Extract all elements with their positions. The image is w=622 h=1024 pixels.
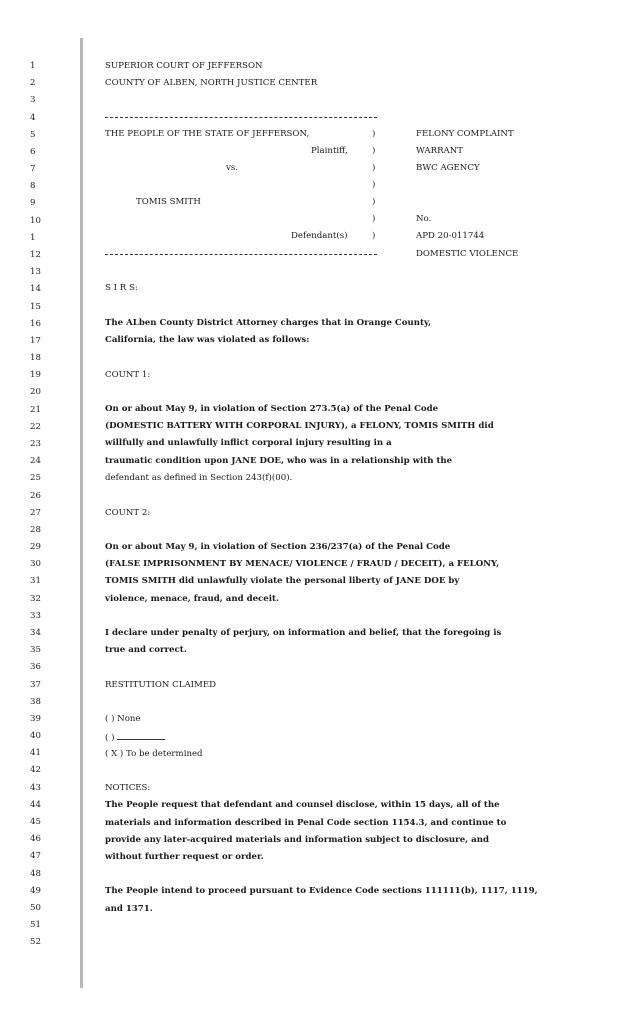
line-number: 51 <box>30 920 41 930</box>
line-number: 42 <box>30 765 41 776</box>
case-type: DOMESTIC VIOLENCE <box>416 249 519 259</box>
line-number: 1 <box>30 61 36 71</box>
restitution-option-blank: ( ) <box>105 732 165 743</box>
evidence-line-1: The People intend to proceed pursuant to Evidence Code sections 111111(b), 1117, 1119, <box>105 886 538 896</box>
line-number: 50 <box>30 902 41 913</box>
line-number: 24 <box>30 456 41 467</box>
line-number: 49 <box>30 885 41 896</box>
caption-paren: ) <box>372 231 376 241</box>
court-location: COUNTY OF ALBEN, NORTH JUSTICE CENTER <box>105 78 318 88</box>
line-number: 20 <box>30 387 41 398</box>
caption-paren: ) <box>372 129 376 139</box>
line-number: 39 <box>30 713 41 724</box>
defendant-label: Defendant(s) <box>291 231 348 241</box>
count-1-line-3: willfully and unlawfully inflict corporal injury resulting in a <box>105 438 392 448</box>
line-number: 33 <box>30 610 41 621</box>
evidence-line-2: and 1371. <box>105 904 153 914</box>
line-number: 6 <box>30 146 36 157</box>
caption-bottom-rule <box>105 254 377 255</box>
left-margin-rule <box>80 38 83 988</box>
line-number: 12 <box>30 250 41 260</box>
count-2-line-3: TOMIS SMITH did unlawfully violate the personal liberty of JANE DOE by <box>105 576 460 586</box>
caption-paren: ) <box>372 146 376 156</box>
amount-blank-line <box>117 732 165 740</box>
line-number: 4 <box>30 112 36 123</box>
caption-paren: ) <box>372 163 376 173</box>
notices-line-4: without further request or order. <box>105 852 264 862</box>
line-number: 25 <box>30 473 41 484</box>
line-number: 3 <box>30 95 36 106</box>
line-number: 22 <box>30 421 41 432</box>
count-1-heading: COUNT 1: <box>105 370 151 380</box>
line-number: 52 <box>30 937 41 948</box>
line-number: 17 <box>30 335 41 346</box>
line-number: 10 <box>30 215 41 226</box>
line-number: 47 <box>30 851 41 862</box>
declaration-line-1: I declare under penalty of perjury, on information and belief, that the foregoing is <box>105 628 502 638</box>
versus-label: vs. <box>226 163 238 173</box>
count-2-line-4: violence, menace, fraud, and deceit. <box>105 594 279 604</box>
line-number: 15 <box>30 301 41 312</box>
line-number: 1 <box>30 232 36 243</box>
line-number: 34 <box>30 627 41 638</box>
salutation: S I R S: <box>105 283 138 293</box>
line-number: 13 <box>30 267 41 278</box>
line-number: 37 <box>30 679 41 690</box>
count-2-line-1: On or about May 9, in violation of Section 236/237(a) of the Penal Code <box>105 542 451 552</box>
intro-line-2: California, the law was violated as follows: <box>105 335 310 345</box>
notices-line-1: The People request that defendant and counsel disclose, within 15 days, all of the <box>105 800 500 810</box>
line-number: 27 <box>30 507 41 518</box>
declaration-line-2: true and correct. <box>105 645 187 655</box>
restitution-option-none: ( ) None <box>105 714 141 724</box>
line-number: 41 <box>30 748 41 759</box>
court-name: SUPERIOR COURT OF JEFFERSON <box>105 61 263 71</box>
notices-heading: NOTICES: <box>105 783 151 793</box>
line-number: 45 <box>30 816 41 827</box>
line-number: 21 <box>30 404 41 415</box>
line-number: 31 <box>30 576 41 587</box>
line-number: 29 <box>30 542 41 552</box>
line-number: 48 <box>30 868 41 879</box>
notices-line-2: materials and information described in Penal Code section 1154.3, and continue to <box>105 818 507 828</box>
case-number-label: No. <box>416 214 432 224</box>
notices-line-3: provide any later-acquired materials and information subject to disclosure, and <box>105 835 489 845</box>
count-1-line-4: traumatic condition upon JANE DOE, who was in a relationship with the <box>105 456 453 466</box>
line-number: 35 <box>30 645 41 656</box>
line-number: 8 <box>30 181 36 192</box>
line-number: 38 <box>30 696 41 707</box>
line-number: 43 <box>30 782 41 793</box>
line-number: 2 <box>30 78 36 89</box>
line-number: 14 <box>30 284 41 295</box>
defendant-name: TOMIS SMITH <box>136 197 201 207</box>
restitution-option-tbd: ( X ) To be determined <box>105 749 203 759</box>
count-2-line-2: (FALSE IMPRISONMENT BY MENACE/ VIOLENCE / FRAUD / DECEIT), a FELONY, <box>105 559 500 569</box>
agency-label: BWC AGENCY <box>416 163 480 173</box>
line-number: 5 <box>30 129 36 140</box>
line-number: 36 <box>30 662 41 673</box>
count-1-line-2: (DOMESTIC BATTERY WITH CORPORAL INJURY), a FELONY, TOMIS SMITH did <box>105 421 494 431</box>
intro-line-1: The ALben County District Attorney charges that in Orange County, <box>105 318 432 328</box>
line-number: 26 <box>30 490 41 501</box>
line-number: 18 <box>30 353 41 364</box>
complaint-type: FELONY COMPLAINT <box>416 129 514 139</box>
warrant-label: WARRANT <box>416 146 464 156</box>
line-number: 19 <box>30 370 41 381</box>
line-number: 9 <box>30 198 36 209</box>
count-2-heading: COUNT 2: <box>105 508 151 518</box>
case-number: APD 20-011744 <box>416 231 485 241</box>
people-party: THE PEOPLE OF THE STATE OF JEFFERSON, <box>105 129 310 139</box>
caption-paren: ) <box>372 180 376 190</box>
line-number: 40 <box>30 731 41 741</box>
line-number: 23 <box>30 439 41 449</box>
caption-paren: ) <box>372 214 376 224</box>
line-number: 7 <box>30 164 36 175</box>
plaintiff-label: Plaintiff, <box>311 146 348 156</box>
caption-paren: ) <box>372 197 376 207</box>
count-1-line-1: On or about May 9, in violation of Section 273.5(a) of the Penal Code <box>105 404 439 414</box>
line-number: 32 <box>30 593 41 604</box>
restitution-heading: RESTITUTION CLAIMED <box>105 680 217 690</box>
line-number: 46 <box>30 834 41 845</box>
count-1-line-5: defendant as defined in Section 243(f)(00). <box>105 473 293 483</box>
line-number: 44 <box>30 799 41 810</box>
line-number: 28 <box>30 524 41 535</box>
line-number: 16 <box>30 318 41 329</box>
line-number: 30 <box>30 559 41 570</box>
caption-top-rule <box>105 117 377 118</box>
